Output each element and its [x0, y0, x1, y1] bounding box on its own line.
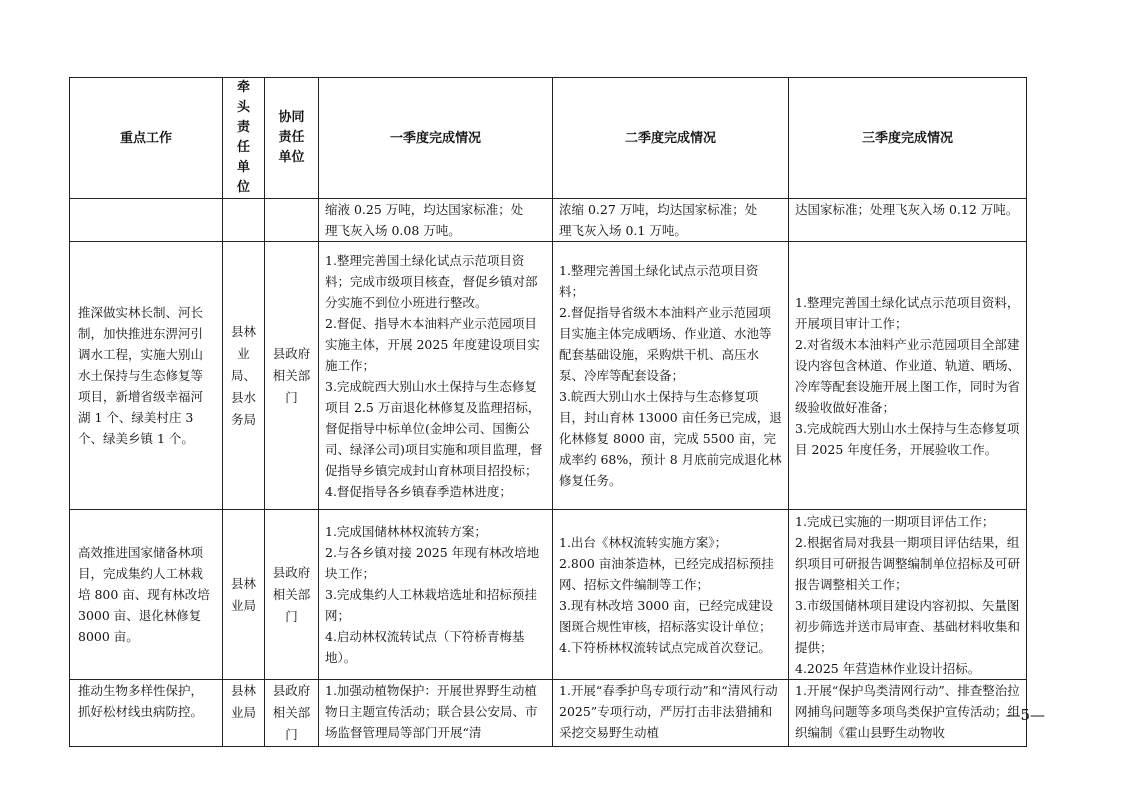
q3-line: 1.整理完善国土绿化试点示范项目资料，开展项目审计工作；	[795, 294, 1020, 331]
q2-line: 1.整理完善国土绿化试点示范项目资料；	[559, 263, 759, 299]
row-coop-unit	[265, 680, 319, 747]
row-q2	[553, 680, 789, 747]
q2-line: 3.皖西大别山水土保持与生态修复项目，封山育林 13000 亩任务已完成，退化林修复 8000 亩，完成 5500 亩，完成率约 68%，预计 8 月底前完成退化林修复任务。	[559, 389, 782, 488]
row-lead-unit	[223, 199, 265, 242]
row-q3	[789, 680, 1027, 747]
row-lead-unit-text: 县林业局	[230, 683, 256, 720]
q2-line: 2.督促指导省级木本油料产业示范园项目实施主体完成晒场、作业道、水池等配套基础设施，采购烘干机、高压水泵、冷库等配套设备；	[559, 305, 772, 383]
row-q2	[553, 199, 789, 242]
q1-line: 2.与各乡镇对接 2025 年现有林改培地块工作；	[325, 545, 540, 581]
q3-line: 3.市级国储林项目建设内容初拟、矢量图初步筛选并送市局审查、基础材料收集和提供；	[795, 597, 1021, 655]
row-q1	[319, 199, 553, 242]
q3-line: 1.开展“保护鸟类清网行动”、排查整治拉网捕鸟问题等多项鸟类保护宣传活动；组织编制《霍山县野生动物收	[795, 683, 1020, 740]
q1-line: 4.启动林权流转试点（下符桥青梅基地）。	[325, 629, 525, 665]
row-coop-unit-text: 县政府相关部门	[272, 683, 311, 742]
row-q1	[319, 680, 553, 747]
q1-line: 理飞灰入场 0.08 万吨。	[325, 223, 461, 238]
q3-line: 3.完成皖西大别山水土保持与生态修复项目 2025 年度任务，开展验收工作。	[795, 420, 1020, 457]
q2-line: 1.开展“春季护鸟专项行动”和“清风行动 2025”专项行动，严厉打击非法猎捕和采挖交易野生动植	[559, 683, 778, 740]
header-lead-unit: 牵头责任单位	[223, 78, 265, 199]
header-q1: 一季度完成情况	[319, 78, 553, 199]
table-header-row	[70, 78, 1027, 199]
row-task	[70, 199, 223, 242]
table-row	[70, 510, 1027, 680]
row-lead-unit	[223, 680, 265, 747]
header-q3: 三季度完成情况	[789, 78, 1027, 199]
q2-line: 浓缩 0.27 万吨，均达国家标准；处	[559, 202, 758, 217]
q2-line: 3.现有林改培 3000 亩，已经完成建设图斑合规性审核，招标落实设计单位；	[559, 597, 774, 634]
q1-line: 4.督促指导各乡镇春季造林进度；	[325, 483, 512, 499]
row-coop-unit: 县政府相关部门	[265, 242, 319, 510]
row-task: 高效推进国家储备林项目，完成集约人工林栽培 800 亩、现有林改培 3000 亩、退化林修复 8000 亩。	[70, 510, 223, 680]
row-q3	[789, 510, 1027, 680]
row-q2	[553, 510, 789, 680]
row-q3	[789, 242, 1027, 510]
q3-line: 1.完成已实施的一期项目评估工作；	[795, 513, 995, 529]
row-lead-unit: 县林业局	[223, 510, 265, 680]
row-task	[70, 680, 223, 747]
table-row	[70, 199, 1027, 242]
q1-line: 1.加强动植物保护：开展世界野生动植物日主题宣传活动；联合县公安局、市场监督管理局等部门开展“清	[325, 683, 538, 740]
row-q1	[319, 510, 553, 680]
row-task: 推深做实林长制、河长制，加快推进东淠河引调水工程，实施大别山水土保持与生态修复等项目，新增省级幸福河湖 1 个、绿美村庄 3 个、绿美乡镇 1 个。	[70, 242, 223, 510]
q2-line: 1.出台《林权流转实施方案》；	[559, 534, 728, 550]
q1-line: 3.完成皖西大别山水土保持与生态修复项目 2.5 万亩退化林修复及监理招标，督促指导中标单位(金坤公司、国衡公司、绿泽公司)项目实施和项目监理，督促指导乡镇完成封山育林项目招投标；	[325, 378, 543, 478]
q1-line: 2.督促、指导木本油料产业示范园项目实施主体，开展 2025 年度建设项目实施工作；	[325, 315, 540, 373]
row-coop-unit: 县政府相关部门	[265, 510, 319, 680]
q3-line: 2.对省级木本油料产业示范园项目全部建设内容包含林道、作业道、轨道、晒场、冷库等配套设施开展上图工作，同时为省级验收做好准备；	[795, 336, 1021, 415]
q3-line: 达国家标准；处理飞灰入场 0.12 万吨。	[795, 202, 1019, 217]
row-lead-unit: 县林业局、县水务局	[223, 242, 265, 510]
q2-line: 理飞灰入场 0.1 万吨。	[559, 223, 687, 238]
row-task-text: 推动生物多样性保护，抓好松材线虫病防控。	[78, 683, 204, 719]
q3-line: 2.根据省局对我县一期项目评估结果，组织项目可研报告调整编制单位招标及可研报告调整相关工作；	[795, 534, 1021, 592]
q3-line: 4.2025 年营造林作业设计招标。	[795, 660, 981, 676]
table-row	[70, 242, 1027, 510]
q1-line: 3.完成集约人工林栽培选址和招标预挂网；	[325, 587, 537, 623]
header-q2: 二季度完成情况	[553, 78, 789, 199]
row-q1	[319, 242, 553, 510]
header-key-task: 重点工作	[70, 78, 223, 199]
q2-line: 2.800 亩油茶造林，已经完成招标预挂网、招标文件编制等工作；	[559, 555, 774, 592]
q1-line: 缩液 0.25 万吨，均达国家标准；处	[325, 202, 524, 217]
row-q2	[553, 242, 789, 510]
q1-line: 1.整理完善国土绿化试点示范项目资料；完成市级项目核查，督促乡镇对部分实施不到位小班进行整改。	[325, 252, 538, 310]
page-number: —5—	[1005, 706, 1045, 724]
header-coop-unit: 协同责任单位	[265, 78, 319, 199]
q1-line: 1.完成国储林林权流转方案；	[325, 524, 487, 539]
row-coop-unit	[265, 199, 319, 242]
row-q3	[789, 199, 1027, 242]
q2-line: 4.下符桥林权流转试点完成首次登记。	[559, 639, 771, 655]
table-row	[70, 680, 1027, 747]
work-progress-table	[69, 77, 1027, 747]
